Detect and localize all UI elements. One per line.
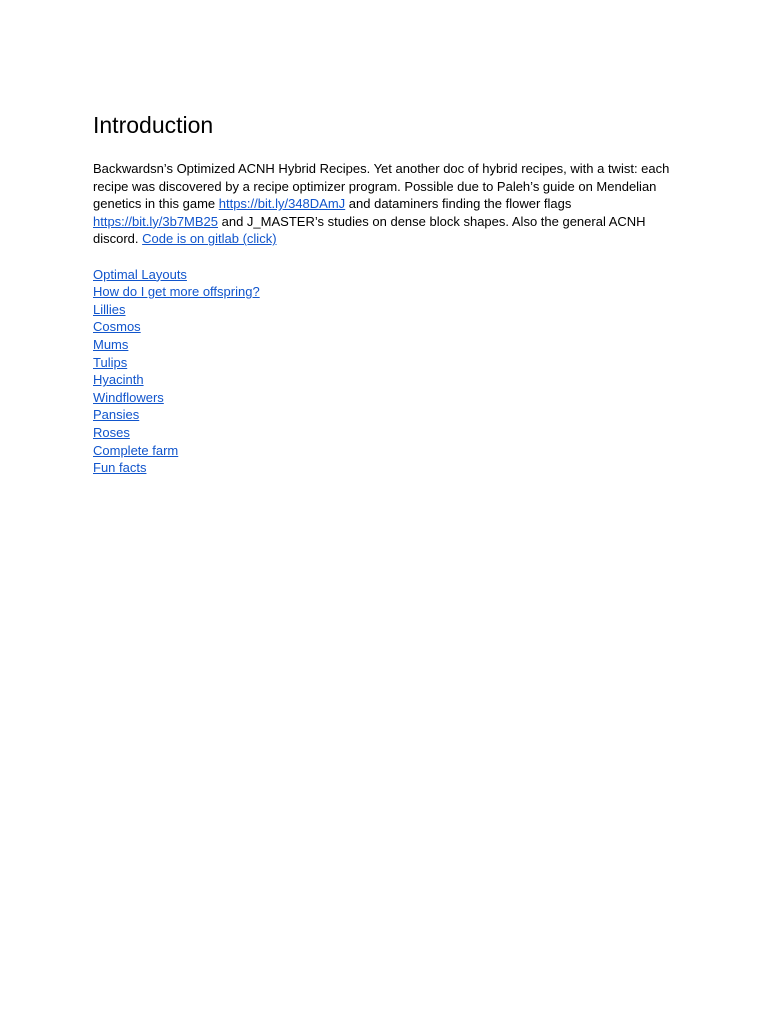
toc-link-pansies[interactable]: Pansies xyxy=(93,407,140,423)
toc-link-tulips[interactable]: Tulips xyxy=(93,354,128,370)
paleh-guide-link[interactable]: https://bit.ly/348DAmJ xyxy=(218,196,346,212)
document-page xyxy=(93,108,675,477)
toc-item xyxy=(93,354,675,372)
intro-paragraph xyxy=(93,160,675,248)
toc-link-hyacinth[interactable]: Hyacinth xyxy=(93,372,144,388)
toc-link-fun-facts[interactable]: Fun facts xyxy=(93,460,147,476)
intro-text-3: and J_MASTER’s studies on dense block shapes. Also the general ACNH discord. xyxy=(93,213,646,247)
gitlab-code-link[interactable]: Code is on gitlab (click) xyxy=(142,231,277,247)
toc-link-windflowers[interactable]: Windflowers xyxy=(93,389,164,405)
toc-item xyxy=(93,283,675,301)
flower-flags-link[interactable]: https://bit.ly/3b7MB25 xyxy=(93,213,219,229)
toc-item xyxy=(93,424,675,442)
toc-link-cosmos[interactable]: Cosmos xyxy=(93,319,141,335)
toc-link-mums[interactable]: Mums xyxy=(93,336,129,352)
toc-item xyxy=(93,301,675,319)
section-heading: Introduction xyxy=(93,112,214,138)
toc-item xyxy=(93,318,675,336)
intro-text-2: and dataminers finding the flower flags xyxy=(345,196,572,212)
toc-item xyxy=(93,442,675,460)
toc-link-roses[interactable]: Roses xyxy=(93,424,130,440)
toc-item xyxy=(93,336,675,354)
table-of-contents xyxy=(93,266,675,477)
toc-link-complete-farm[interactable]: Complete farm xyxy=(93,442,179,458)
toc-link-optimal-layouts[interactable]: Optimal Layouts xyxy=(93,266,187,282)
toc-item xyxy=(93,371,675,389)
toc-link-lillies[interactable]: Lillies xyxy=(93,301,126,317)
toc-item xyxy=(93,459,675,477)
intro-text-1: Backwardsn’s Optimized ACNH Hybrid Recipes. Yet another doc of hybrid recipes, with a twist: each recipe was discovered by a recipe optimizer program. Possible due to Paleh’s guide on Mendelian genetics in this game xyxy=(93,161,670,212)
toc-item xyxy=(93,266,675,284)
toc-item xyxy=(93,389,675,407)
toc-link-more-offspring[interactable]: How do I get more offspring? xyxy=(93,284,260,300)
toc-item xyxy=(93,406,675,424)
